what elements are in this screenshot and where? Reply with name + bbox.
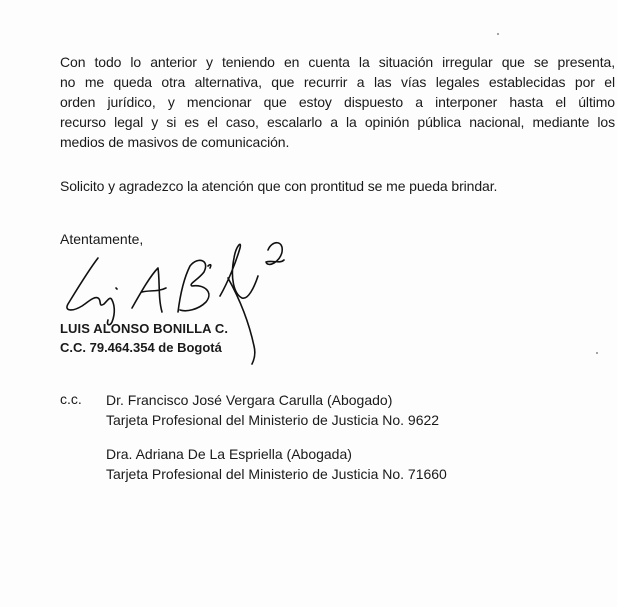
scan-speck (596, 352, 598, 354)
scan-speck (497, 33, 499, 35)
paragraph-line: Con todo lo anterior y teniendo en cuenta la situación irregular que se presenta, (60, 54, 615, 70)
paragraph-line: orden jurídico, y mencionar que estoy dispuesto a interponer hasta el último (60, 94, 615, 110)
body-paragraph-2 (60, 176, 615, 196)
paragraph-line: recurso legal y si es el caso, escalarlo a la opinión pública nacional, mediante los (60, 114, 615, 130)
cc-recipient-name: Dr. Francisco José Vergara Carulla (Abogado) (106, 392, 393, 408)
cc-recipient-name: Dra. Adriana De La Espriella (Abogada) (106, 446, 352, 462)
cc-recipient (106, 444, 447, 484)
cc-recipient-detail: Tarjeta Profesional del Ministerio de Justicia No. 71660 (106, 466, 447, 482)
closing-salutation: Atentamente, (60, 231, 144, 247)
body-paragraph-1 (60, 52, 615, 152)
paragraph-line: Solicito y agradezco la atención que con prontitud se me pueda brindar. (60, 178, 498, 194)
cc-label: c.c. (60, 391, 82, 407)
signer-id-number: C.C. 79.464.354 de Bogotá (60, 340, 222, 355)
cc-recipient (106, 390, 439, 430)
signer-name: LUIS ALONSO BONILLA C. (60, 321, 229, 336)
cc-recipient-detail: Tarjeta Profesional del Ministerio de Justicia No. 9622 (106, 412, 440, 428)
paragraph-line: no me queda otra alternativa, que recurrir a las vías legales establecidas por el (60, 74, 615, 90)
paragraph-line: medios de masivos de comunicación. (60, 134, 290, 150)
